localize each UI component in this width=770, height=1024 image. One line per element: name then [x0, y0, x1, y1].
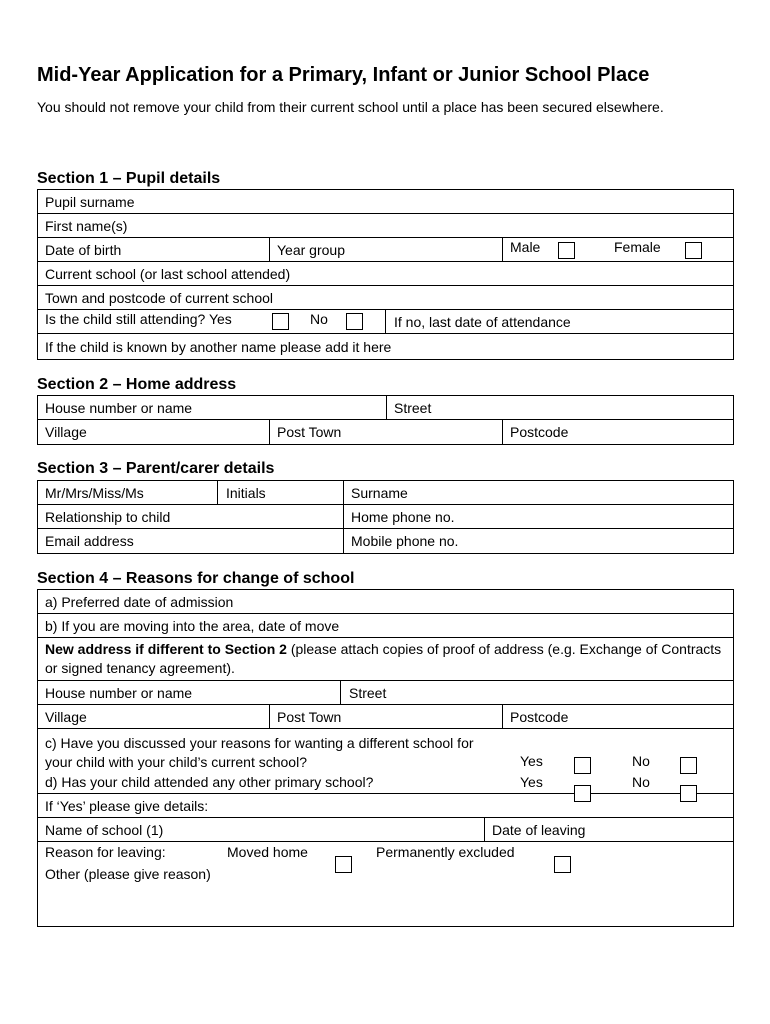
- moved-home-label: Moved home: [227, 844, 308, 860]
- home-postcode-cell[interactable]: [502, 420, 733, 444]
- year-group-label: Year group: [277, 242, 345, 258]
- section-4-heading: Section 4 – Reasons for change of school: [37, 570, 355, 587]
- parent-name-row: [38, 481, 733, 505]
- new-house-label: House number or name: [45, 685, 193, 701]
- gender-cell: [502, 238, 733, 261]
- moved-home-checkbox[interactable]: [335, 856, 352, 873]
- relationship-cell[interactable]: [38, 505, 343, 528]
- home-postcode-label: Postcode: [510, 424, 569, 440]
- new-address-rest: (please attach copies of proof of address (e.g. Exchange of Contracts or signed tenancy agreement).: [45, 641, 722, 676]
- new-address-row-1: [38, 681, 733, 705]
- email-cell[interactable]: [38, 529, 343, 553]
- parent-surname-label: Surname: [351, 485, 408, 501]
- dob-row: [38, 238, 733, 262]
- town-postcode-label: Town and postcode of current school: [45, 290, 274, 306]
- preferred-date-row[interactable]: [38, 590, 733, 614]
- home-village-cell[interactable]: [38, 420, 269, 444]
- new-address-bold: New address if different to Section 2: [45, 641, 287, 657]
- page-title: Mid-Year Application for a Primary, Infant or Junior School Place: [37, 64, 650, 86]
- current-school-row[interactable]: [38, 262, 733, 286]
- other-name-row[interactable]: [38, 334, 733, 359]
- last-date-cell[interactable]: [385, 310, 733, 333]
- section-1-heading: Section 1 – Pupil details: [37, 170, 221, 187]
- reason-leaving-row: [38, 842, 733, 926]
- pupil-surname-label: Pupil surname: [45, 194, 135, 210]
- parent-initials-label: Initials: [226, 485, 266, 501]
- school-name-cell[interactable]: [38, 818, 484, 841]
- date-leaving-cell[interactable]: [484, 818, 733, 841]
- still-attending-cell: [38, 310, 385, 333]
- home-address-row-1: [38, 396, 733, 420]
- male-label: Male: [510, 239, 541, 255]
- new-post-town-cell[interactable]: [269, 705, 502, 728]
- first-names-label: First name(s): [45, 218, 128, 234]
- section-3-heading: Section 3 – Parent/carer details: [37, 460, 275, 477]
- new-postcode-label: Postcode: [510, 709, 569, 725]
- section-1-table: [37, 189, 734, 360]
- new-address-row: [38, 638, 733, 681]
- new-post-town-label: Post Town: [277, 709, 342, 725]
- home-house-label: House number or name: [45, 400, 193, 416]
- attending-yes-checkbox[interactable]: [272, 313, 289, 330]
- date-leaving-label: Date of leaving: [492, 822, 586, 838]
- new-address-note: [45, 640, 725, 678]
- home-street-label: Street: [394, 400, 432, 416]
- first-names-row[interactable]: [38, 214, 733, 238]
- questions-row: [38, 729, 733, 794]
- school-name-label: Name of school (1): [45, 822, 164, 838]
- still-attending-label: Is the child still attending? Yes: [45, 311, 232, 327]
- last-date-label: If no, last date of attendance: [394, 314, 571, 330]
- question-c-yes-checkbox[interactable]: [574, 757, 591, 774]
- other-name-label: If the child is known by another name please add it here: [45, 339, 392, 355]
- mobile-phone-label: Mobile phone no.: [351, 533, 459, 549]
- dob-label: Date of birth: [45, 242, 122, 258]
- section-2-heading: Section 2 – Home address: [37, 376, 237, 393]
- home-village-label: Village: [45, 424, 87, 440]
- home-street-cell[interactable]: [386, 396, 733, 419]
- attending-no-label: No: [310, 311, 328, 327]
- moving-date-row[interactable]: [38, 614, 733, 638]
- new-village-label: Village: [45, 709, 87, 725]
- excluded-label: Permanently excluded: [376, 844, 515, 860]
- home-phone-cell[interactable]: [343, 505, 733, 528]
- still-attending-row: [38, 310, 733, 334]
- question-d-no-label: No: [632, 774, 650, 790]
- reason-leaving-label: Reason for leaving:: [45, 844, 166, 860]
- pupil-surname-row[interactable]: [38, 190, 733, 214]
- new-address-row-2: [38, 705, 733, 729]
- question-c-label: c) Have you discussed your reasons for wanting a different school for your child with your child’s current school?: [45, 735, 474, 770]
- new-house-cell[interactable]: [38, 681, 340, 704]
- home-address-row-2: [38, 420, 733, 444]
- home-post-town-label: Post Town: [277, 424, 342, 440]
- parent-title-cell[interactable]: [38, 481, 217, 504]
- new-postcode-cell[interactable]: [502, 705, 733, 728]
- moving-date-label: b) If you are moving into the area, date of move: [45, 618, 340, 634]
- male-checkbox[interactable]: [558, 242, 575, 259]
- preferred-date-label: a) Preferred date of admission: [45, 594, 234, 610]
- year-group-cell[interactable]: [269, 238, 502, 261]
- parent-initials-cell[interactable]: [217, 481, 343, 504]
- new-street-cell[interactable]: [340, 681, 733, 704]
- town-postcode-row[interactable]: [38, 286, 733, 310]
- if-yes-row: [38, 794, 733, 818]
- female-checkbox[interactable]: [685, 242, 702, 259]
- attending-no-checkbox[interactable]: [346, 313, 363, 330]
- question-c-no-checkbox[interactable]: [680, 757, 697, 774]
- question-d-yes-label: Yes: [520, 774, 543, 790]
- question-c-yes-label: Yes: [520, 753, 543, 769]
- question-c-no-label: No: [632, 753, 650, 769]
- section-3-table: [37, 480, 734, 554]
- new-street-label: Street: [349, 685, 387, 701]
- question-d-label: d) Has your child attended any other primary school?: [45, 774, 374, 790]
- section-4-table: [37, 589, 734, 927]
- home-phone-label: Home phone no.: [351, 509, 455, 525]
- school-name-row: [38, 818, 733, 842]
- parent-contact-row: [38, 529, 733, 553]
- female-label: Female: [614, 239, 661, 255]
- if-yes-label: If ‘Yes’ please give details:: [45, 798, 209, 814]
- new-village-cell[interactable]: [38, 705, 269, 728]
- parent-surname-cell[interactable]: [343, 481, 733, 504]
- home-house-cell[interactable]: [38, 396, 386, 419]
- home-post-town-cell[interactable]: [269, 420, 502, 444]
- email-label: Email address: [45, 533, 134, 549]
- parent-relationship-row: [38, 505, 733, 529]
- relationship-label: Relationship to child: [45, 509, 171, 525]
- other-reason-label[interactable]: Other (please give reason): [45, 866, 211, 882]
- intro-text: You should not remove your child from their current school until a place has been secured elsewhere.: [37, 99, 664, 115]
- dob-cell[interactable]: [38, 238, 269, 261]
- current-school-label: Current school (or last school attended): [45, 266, 291, 282]
- parent-title-label: Mr/Mrs/Miss/Ms: [45, 485, 144, 501]
- mobile-phone-cell[interactable]: [343, 529, 733, 553]
- excluded-checkbox[interactable]: [554, 856, 571, 873]
- section-2-table: [37, 395, 734, 445]
